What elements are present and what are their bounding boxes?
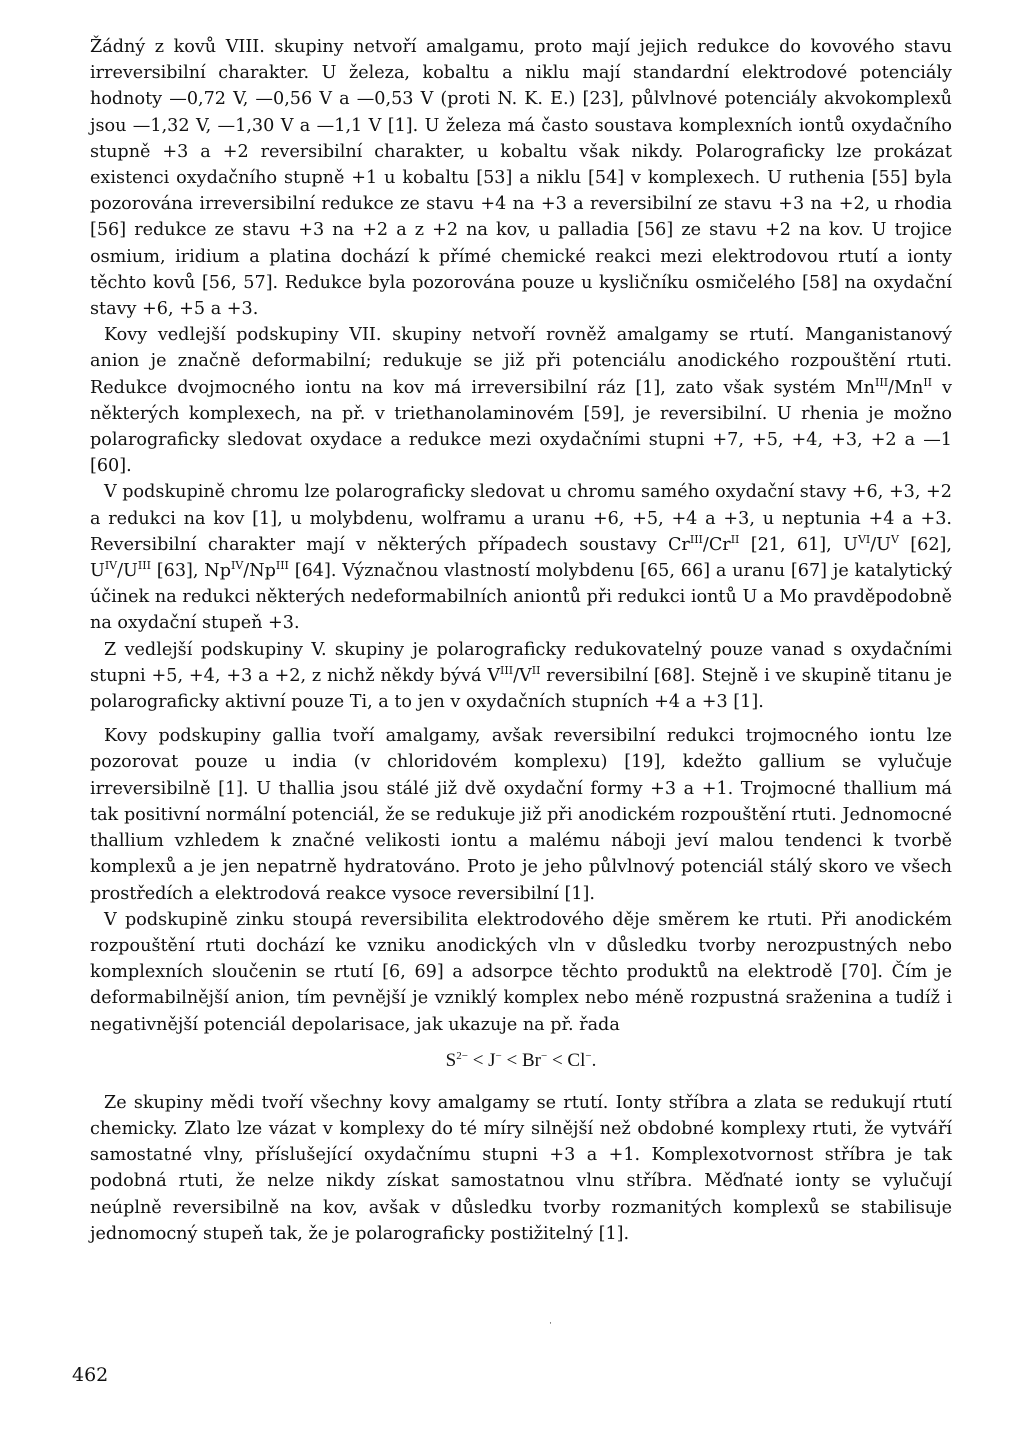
formula: $S^{2-} < J^- < Br^- < Cl^-$.: [445, 1049, 597, 1071]
superscript: IV: [104, 558, 118, 572]
paragraph: V podskupině chromu lze polarograficky sledovat u chromu samého oxydační stavy +6, +3, +2 a redukci na kov [1], u molybdenu, wolframu a uranu +6, +5, +4 a +3, u neptunia +4 a +3. Reversibilní charakter mají v některých případech soustavy $Cr^{III}/Cr^{II}$ [21, 61], $U^{VI}/U^V$ [62], $U^{IV}/U^{III}$ [63], $Np^{IV}/Np^{III}$ [64]. Význačnou vlastností molybdenu [65, 66] a uranu [67] je katalytický účinek na redukci některých nedeformabilních aniontů při redukci iontů U a Mo pravděpodobně na oxydační stupeň +3.: [90, 482, 952, 634]
superscript: VI: [857, 532, 871, 546]
superscript: V: [891, 532, 899, 546]
superscript: 2−: [456, 1049, 468, 1062]
superscript: III: [500, 663, 514, 677]
paragraph: Kovy podskupiny gallia tvoří amalgamy, avšak reversibilní redukci trojmocného iontu lze pozorovat pouze u india (v chloridovém komplexu) [19], kdežto gallium se vylučuje irreversibilně [1]. U thallia jsou stálé již dvě oxydační formy +3 a +1. Trojmocné thallium má tak positivní normální potenciál, že se redukuje již při anodickém rozpouštění rtuti. Jednomocné thallium vzhledem k značné velikosti iontu a malému náboji jeví malou tendenci k tvorbě komplexů a je jen nepatrně hydratováno. Proto je jeho půlvlnový potenciál stálý skoro ve všech prostředích a elektrodová reakce vysoce reversibilní [1].: [90, 726, 952, 904]
paragraph: Z vedlejší podskupiny V. skupiny je polarograficky redukovatelný pouze vanad s oxydačními stupni +5, +4, +3 a +2, z nichž někdy bývá $V^{III}/V^{II}$ reversibilní [68]. Stejně i ve skupině titanu je polarograficky aktivní pouze Ti, a to jen v oxydačních stupních +4 a +3 [1].: [90, 639, 952, 713]
superscript: III: [137, 558, 151, 572]
superscript: −: [585, 1049, 592, 1062]
paragraph: Žádný z kovů VIII. skupiny netvoří amalgamu, proto mají jejich redukce do kovového stavu irreversibilní charakter. U železa, kobaltu a niklu mají standardní elektrodové potenciály hodnoty —0,72 V, —0,56 V a —0,53 V (proti N. K. E.) [23], půlvlnové potenciály akvokomplexů jsou —1,32 V, —1,30 V a —1,1 V [1]. U železa má často soustava komplexních iontů oxydačního stupně +3 a +2 reversibilní charakter, u kobaltu však nikdy. Polarograficky lze prokázat existenci oxydačního stupně +1 u kobaltu [53] a niklu [54] v komplexech. U ruthenia [55] byla pozorována irreversibilní redukce ze stavu +4 na +3 a reversibilní ze stavu +3 na +2, u rhodia [56] redukce ze stavu +3 na +2 a z +2 na kov, u palladia [56] ze stavu +2 na kov. U trojice osmium, iridium a platina dochází k přímé chemické reakci mezi elektrodovou rtutí a ionty těchto kovů [56, 57]. Redukce byla pozorována pouze u kysličníku osmičelého [58] na oxydační stavy +6, +5 a +3.: [90, 37, 952, 320]
superscript: −: [540, 1049, 548, 1062]
superscript: III: [689, 532, 703, 546]
superscript: II: [531, 663, 541, 677]
paragraph: Ze skupiny mědi tvoří všechny kovy amalgamy se rtutí. Ionty stříbra a zlata se redukují rtutí chemicky. Zlato lze vázat v komplexy do té míry silnější než obdobné komplexy rtuti, že vytváří samostatné vlny, příslušející oxydačnímu stupni +3 a +1. Komplexotvornost stříbra je tak podobná rtuti, že nelze nikdy získat samostatnou vlnu stříbra. Měďnaté ionty se vylučují neúplně reversibilně na kov, avšak v důsledku tvorby rozmanitých komplexů se stabilisuje jednomocný stupeň tak, že je polarograficky postižitelný [1].: [90, 1092, 952, 1244]
superscript: IV: [230, 558, 244, 572]
stray-mark: ·: [549, 1318, 552, 1328]
page-number: 462: [72, 1364, 109, 1386]
superscript: II: [923, 375, 933, 389]
body-text: [90, 34, 952, 1247]
superscript: −: [495, 1049, 502, 1062]
superscript: III: [275, 558, 289, 572]
superscript: III: [875, 375, 889, 389]
paragraph: V podskupině zinku stoupá reversibilita elektrodového děje směrem ke rtuti. Při anodickém rozpouštění rtuti dochází ke vzniku anodických vln v důsledku tvorby nerozpustných nebo komplexních sloučenin se rtutí [6, 69] a adsorpce těchto produktů na elektrodě [70]. Čím je deformabilnější anion, tím pevnější je vzniklý komplex nebo méně rozpustná sraženina a tudíž i negativnější potenciál depolarisace, jak ukazuje na př. řada: [90, 909, 952, 1035]
superscript: II: [730, 532, 740, 546]
paragraph: Kovy vedlejší podskupiny VII. skupiny netvoří rovněž amalgamy se rtutí. Manganistanový anion je značně deformabilní; redukuje se již při potenciálu anodického rozpouštění rtuti. Redukce dvojmocného iontu na kov má irreversibilní ráz [1], zato však systém $Mn^{III}/Mn^{II}$ v některých komplexech, na př. v triethanolaminovém [59], je reversibilní. U rhenia je možno polarograficky sledovat oxydace a redukce mezi oxydačními stupni +7, +5, +4, +3, +2 a —1 [60].: [90, 325, 952, 477]
